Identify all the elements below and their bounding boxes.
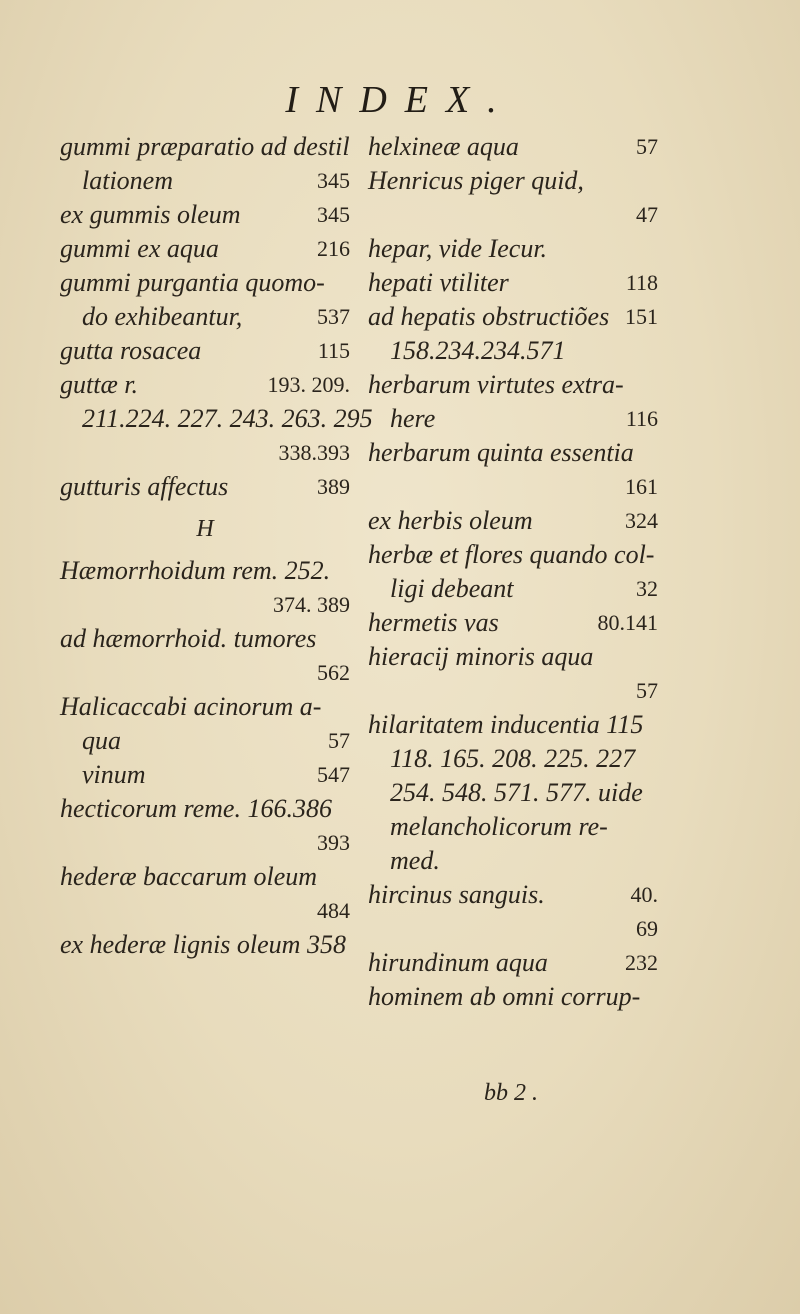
entry-line — [368, 946, 658, 980]
entry-line — [368, 402, 658, 436]
entry-text: Hæmorrhoidum rem. 252. — [60, 556, 331, 585]
page-reference: 118 — [625, 270, 658, 295]
index-entry — [368, 266, 658, 300]
entry-text: ex herbis oleum — [368, 506, 533, 535]
entry-line — [368, 844, 658, 878]
entry-line — [368, 504, 658, 538]
entry-line — [60, 860, 350, 894]
index-column-right — [368, 130, 658, 1014]
entry-text: Henricus piger quid, — [368, 166, 584, 195]
page-reference: 338.393 — [278, 440, 350, 465]
entry-line — [368, 198, 658, 232]
entry-line — [60, 758, 350, 792]
index-entry — [60, 470, 350, 504]
page-reference: 547 — [317, 762, 350, 787]
entry-line — [368, 130, 658, 164]
entry-text: lationem — [82, 166, 173, 195]
page-reference: 537 — [317, 304, 350, 329]
entry-text: herbæ et flores quando col- — [368, 540, 655, 569]
entry-text: hermetis vas — [368, 608, 499, 637]
index-entry — [60, 860, 350, 928]
entry-text: ex hederæ lignis oleum 358 — [60, 930, 346, 959]
entry-text: guttæ r. — [60, 370, 139, 399]
page-reference: 40. — [630, 882, 658, 907]
entry-line — [60, 826, 350, 860]
page-reference: 216 — [317, 236, 350, 261]
section-letter: H — [196, 516, 214, 542]
entry-text: hieracij minoris aqua — [368, 642, 594, 671]
entry-text: hominem ab omni corrup- — [368, 982, 641, 1011]
entry-line — [60, 334, 350, 368]
entry-text: melancholicorum re- — [390, 812, 608, 841]
entry-line — [368, 572, 658, 606]
index-column-left — [60, 130, 373, 962]
index-entry — [368, 708, 658, 878]
index-entry — [368, 368, 658, 436]
entry-text: ex gummis oleum — [60, 200, 241, 229]
entry-text: qua — [82, 726, 121, 755]
entry-line — [368, 912, 658, 946]
entry-text: 118. 165. 208. 225. 227 — [390, 744, 636, 773]
entry-text: hepar, vide Iecur. — [368, 234, 548, 263]
entry-line — [368, 708, 658, 742]
entry-text: hirundinum aqua — [368, 948, 548, 977]
index-entry — [368, 436, 658, 504]
page-reference: 69 — [636, 916, 658, 941]
page-title: INDEX. — [285, 79, 515, 121]
entry-line — [368, 266, 658, 300]
page-reference: 80.141 — [597, 610, 658, 635]
page-reference: 47 — [636, 202, 658, 227]
index-entry — [368, 946, 658, 980]
entry-line — [368, 878, 658, 912]
page-reference: 345 — [317, 168, 350, 193]
entry-text: hircinus sanguis. — [368, 880, 545, 909]
index-entry — [60, 368, 373, 470]
page-reference: 151 — [625, 304, 658, 329]
entry-line — [368, 436, 658, 470]
entry-text: med. — [390, 846, 440, 875]
page-reference: 232 — [625, 950, 658, 975]
page-reference: 57 — [636, 678, 658, 703]
page-reference: 161 — [625, 474, 658, 499]
entry-text: 158.234.234.571 — [390, 336, 566, 365]
entry-text: gummi ex aqua — [60, 234, 219, 263]
entry-text: 254. 548. 571. 577. uide — [390, 778, 643, 807]
entry-line — [368, 606, 658, 640]
entry-line — [60, 928, 350, 962]
entry-line — [60, 436, 350, 470]
index-entry — [368, 232, 658, 266]
entry-line — [60, 232, 350, 266]
index-entry — [368, 640, 658, 708]
index-entry — [368, 606, 658, 640]
index-entry — [60, 130, 350, 198]
index-entry — [60, 232, 350, 266]
index-entry — [368, 504, 658, 538]
entry-line — [60, 470, 350, 504]
page-reference: 345 — [317, 202, 350, 227]
entry-line — [368, 164, 658, 198]
entry-line — [60, 656, 350, 690]
entry-line — [60, 894, 350, 928]
page-reference: 116 — [625, 406, 658, 431]
entry-line — [60, 368, 350, 402]
index-entry — [60, 198, 350, 232]
page-reference: 393 — [317, 830, 350, 855]
entry-line — [60, 130, 350, 164]
entry-line — [60, 724, 350, 758]
entry-text: here — [390, 404, 436, 433]
entry-line — [60, 588, 350, 622]
entry-text: 211.224. 227. 243. 263. 295 — [82, 404, 373, 433]
entry-line — [60, 622, 350, 656]
entry-text: gutta rosacea — [60, 336, 202, 365]
entry-text: hepati vtiliter — [368, 268, 509, 297]
entry-line — [60, 402, 373, 436]
entry-text: gummi præparatio ad destil — [60, 132, 350, 161]
entry-line — [60, 690, 350, 724]
entry-line — [368, 232, 658, 266]
entry-line — [60, 554, 350, 588]
index-entry — [368, 538, 658, 606]
entry-text: Halicaccabi acinorum a- — [60, 692, 322, 721]
page-reference: 389 — [317, 474, 350, 499]
index-entry — [60, 554, 350, 622]
entry-text: ligi debeant — [390, 574, 514, 603]
page-reference: 562 — [317, 660, 350, 685]
entry-line — [368, 334, 658, 368]
page-reference: 193. 209. — [267, 372, 350, 397]
entry-text: herbarum quinta essentia — [368, 438, 634, 467]
entry-line — [368, 810, 658, 844]
entry-text: ad hæmorrhoid. tumores — [60, 624, 317, 653]
entry-line — [368, 776, 658, 810]
page-reference: 32 — [636, 576, 658, 601]
index-entry — [60, 622, 350, 690]
entry-line — [368, 368, 658, 402]
page-reference: 57 — [328, 728, 350, 753]
index-entry — [60, 792, 350, 860]
entry-line — [60, 164, 350, 198]
index-entry — [368, 878, 658, 946]
entry-line — [368, 300, 658, 334]
index-entry — [60, 928, 350, 962]
index-entry — [60, 334, 350, 368]
entry-text: vinum — [82, 760, 146, 789]
index-entry — [368, 980, 658, 1014]
page-reference: 374. 389 — [273, 592, 350, 617]
entry-text: do exhibeantur, — [82, 302, 243, 331]
page-reference: 484 — [317, 898, 350, 923]
page-reference: 57 — [636, 134, 658, 159]
entry-line — [60, 198, 350, 232]
entry-text: gutturis affectus — [60, 472, 229, 501]
index-entry — [368, 300, 658, 368]
entry-line — [60, 792, 350, 826]
entry-text: herbarum virtutes extra- — [368, 370, 624, 399]
entry-line — [368, 538, 658, 572]
entry-line — [368, 674, 658, 708]
index-entry — [60, 266, 350, 334]
entry-text: hecticorum reme. 166.386 — [60, 794, 332, 823]
entry-text: hederæ baccarum oleum — [60, 862, 318, 891]
index-entry — [368, 130, 658, 164]
index-entry — [60, 690, 350, 792]
entry-line — [368, 640, 658, 674]
page-reference: 115 — [317, 338, 350, 363]
index-entry — [368, 164, 658, 232]
catchword: bb 2 . — [484, 1080, 538, 1106]
entry-text: ad hepatis obstructiões — [368, 302, 610, 331]
page-reference: 324 — [625, 508, 658, 533]
entry-line — [368, 742, 658, 776]
entry-text: helxineæ aqua — [368, 132, 519, 161]
entry-text: hilaritatem inducentia 115 — [368, 710, 644, 739]
entry-line — [368, 980, 658, 1014]
entry-line — [368, 470, 658, 504]
entry-line — [60, 266, 350, 300]
entry-text: gummi purgantia quomo- — [60, 268, 325, 297]
entry-line — [60, 300, 350, 334]
